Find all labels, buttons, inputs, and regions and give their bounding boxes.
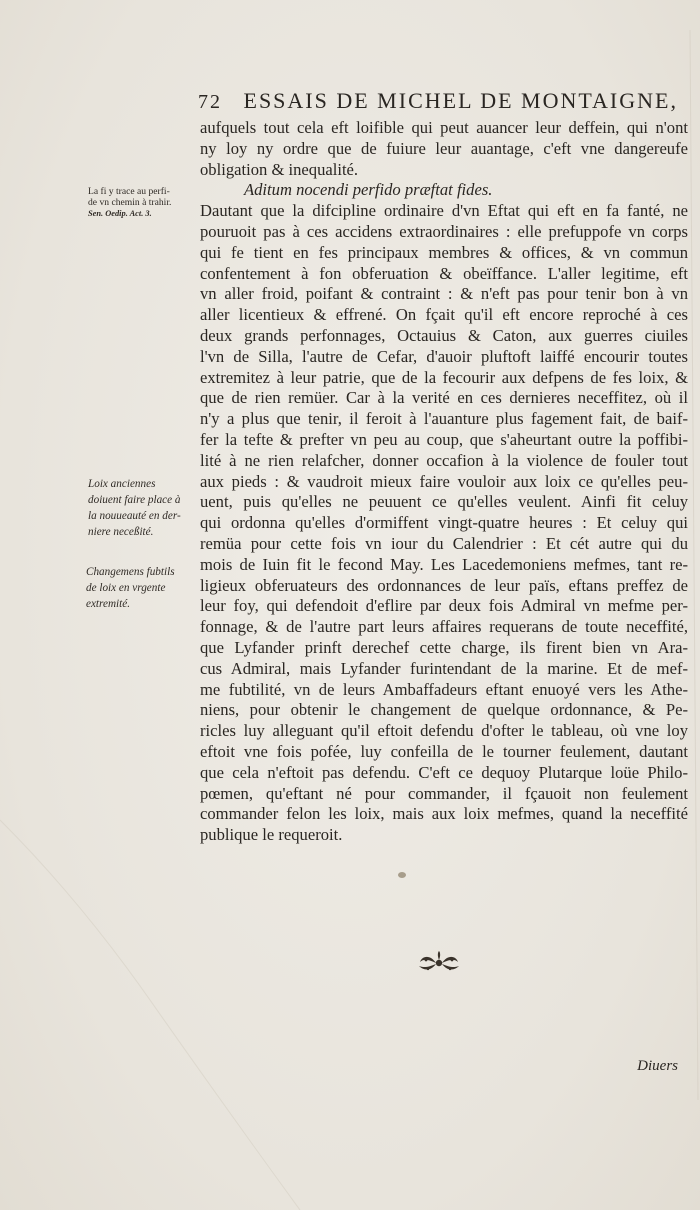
text-line: n'y a plus que tenir, il feroit à l'auanture plus fagement fait, de baif- (200, 409, 688, 429)
text-line: ligieux obferuateurs des ordonnances de leur païs, eftans preffez de (200, 575, 688, 595)
margin-note-line: extremité. (86, 598, 131, 610)
text-line: confentement à fon obferuation & obeïffance. L'aller legitime, eft (200, 263, 688, 283)
running-title: ESSAIS DE MICHEL DE MONTAIGNE, (243, 88, 678, 113)
text-line: deux grands perfonnages, Octauius & Caton, aux guerres ciuiles (200, 325, 688, 345)
text-line: lité à ne rien relafcher, donner occafion à la violence de fouler tout (200, 450, 688, 470)
margin-note-line: Loix anciennes (88, 478, 156, 490)
text-line: remüa pour cette fois vn iour du Calendrier : Et cét autre qui du (200, 533, 688, 553)
margin-note-line: de loix en vrgente (86, 582, 166, 594)
text-line: aufquels tout cela eft loifible qui peut auancer leur deffein, qui n'ont (200, 118, 688, 137)
text-line: qui ordonna qu'elles d'ormiffent vingt-quatre heures : Et celuy qui (200, 513, 688, 533)
ink-spot (398, 872, 406, 878)
text-line: aux pieds : & vaudroit mieux faire vouloir aux loix ce qu'elles peu- (200, 471, 688, 491)
text-line: eftoit vne fois pofée, luy confeilla de le tourner feulement, dautant (200, 741, 688, 761)
page-number: 72 (198, 91, 222, 113)
margin-note-line: la nouueauté en der- (88, 510, 181, 522)
text-line: l'vn de Silla, l'autre de Cefar, d'auoir pluftoft laiffé encourir toutes (200, 346, 688, 366)
text-line: commander felon les loix, mais aux loix mefmes, quand la neceffité (200, 804, 688, 824)
text-line: uent, puis qu'elles ne peuuent ce qu'elles veulent. Ainfi fit celuy (200, 492, 688, 512)
body-text (200, 118, 688, 846)
floral-ornament-icon (416, 950, 462, 974)
margin-note-reference: Sen. Oedip. Act. 3. (88, 209, 152, 218)
text-line: cus Admiral, mais Lyfander furintendant de la marine. Et de mef- (200, 658, 688, 678)
text-line: obligation & inequalité. (200, 159, 359, 179)
text-line: pouruoit pas à ces accidens extraordinaires : elle prefuppofe vn corps (200, 221, 688, 241)
text-line: publique le requeroit. (200, 825, 343, 845)
margin-note-line: de vn chemin à trahir. (88, 197, 172, 208)
text-line: pœmen, qu'eftant né pour commander, il fçauoit non feulement (200, 783, 688, 803)
text-line: fer la tefte & prefter vn peu au coup, que s'aheurtant outre la poffibi- (200, 429, 688, 449)
text-line: que cela n'eftoit pas defendu. C'eft ce dequoy Plutarque loüe Philo- (200, 762, 688, 782)
text-line: vn aller froid, poifant & contraint : & n'eft pas pour tenir bon à vn (200, 284, 688, 304)
text-line: mois de Iuin fit le fecond May. Les Lacedemoniens mefmes, tant re- (200, 554, 688, 574)
text-line: aller licentieux & effrené. On fçait qu'il eft encore reproché à ces (200, 305, 688, 325)
running-header (198, 88, 678, 114)
catchword: Diuers (637, 1058, 678, 1074)
margin-note-line: La fi y trace au perfi- (88, 186, 170, 197)
text-line: ricles luy alleguant qu'il eftoit defendu d'ofter le tableau, où vne loy (200, 721, 688, 741)
text-line: ny loy ny ordre que de fuiure leur auantage, c'eft vne dangereufe (200, 138, 688, 158)
text-line: extremitez à leur patrie, que de la fecourir aux defpens de fes loix, & (200, 367, 688, 387)
margin-note-line: doiuent faire place à (88, 494, 181, 506)
margin-note-translation (88, 186, 171, 219)
margin-note-line: niere neceßité. (88, 526, 154, 538)
text-line: que Lyfander prinft derechef cette charge, ils firent bien vn Ara- (200, 637, 688, 657)
text-line: fonnage, & de l'autre part leurs affaires requerans de toute neceffité, (200, 617, 688, 637)
text-line: que de rien remüer. Car à la verité en ces dernieres neceffitez, où il (200, 388, 688, 408)
margin-note-line: Changemens fubtils (86, 566, 175, 578)
text-line: niens, pour obtenir le changement de quelque ordonnance, & Pe- (200, 700, 688, 720)
margin-note-old-laws (88, 476, 181, 540)
text-line: me fubtilité, vn de leurs Ambaffadeurs eftant enuoyé vers les Athe- (200, 679, 688, 699)
margin-note-subtle-changes (86, 564, 175, 612)
text-line: qui fe tient en fes principaux membres & offices, & vn commun (200, 242, 688, 262)
latin-quote: Aditum nocendi perfido præftat fides. (244, 180, 493, 200)
text-line: leur foy, qui defendoit d'eflire par deux fois Admiral vn mefme per- (200, 596, 688, 616)
text-line: Dautant que la difcipline ordinaire d'vn Eftat qui eft en fa fanté, ne (200, 201, 688, 221)
